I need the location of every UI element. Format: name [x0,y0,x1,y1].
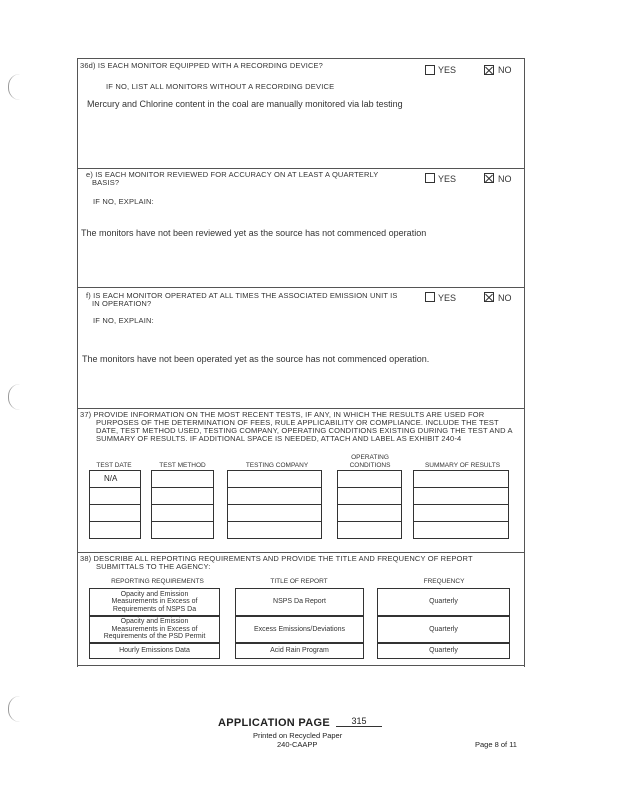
test-method-column[interactable] [151,470,214,539]
qf-question-line1: f) IS EACH MONITOR OPERATED AT ALL TIMES THE ASSOCIATED EMISSION UNIT IS [86,291,398,300]
frequency-cell[interactable]: Quarterly [377,643,510,659]
qe-question-line2: BASIS? [92,178,120,187]
report-title-cell[interactable]: NSPS Da Report [235,588,364,616]
q36d-question: 36d) IS EACH MONITOR EQUIPPED WITH A RECORDING DEVICE? [80,61,324,70]
test-date-cell[interactable] [90,488,140,505]
divider [77,665,524,666]
qe-sub: IF NO, EXPLAIN: [93,197,154,206]
testing-company-cell[interactable] [228,488,321,505]
qf-yes-checkbox[interactable] [425,292,435,302]
operating-conditions-cell[interactable] [338,471,401,488]
report-title-cell[interactable]: Acid Rain Program [235,643,364,659]
qe-no-checkbox[interactable] [484,173,494,183]
testing-company-column[interactable] [227,470,322,539]
requirement-line: Measurements in Excess of [111,625,198,633]
test-method-cell[interactable] [152,522,213,539]
test-method-cell[interactable] [152,488,213,505]
form-id: 240-CAAPP [277,740,318,749]
qe-yes-checkbox[interactable] [425,173,435,183]
reporting-requirement-cell[interactable] [89,616,220,643]
divider [77,552,524,553]
qe-question-line1: e) IS EACH MONITOR REVIEWED FOR ACCURACY ON AT LEAST A QUARTERLY [86,170,379,179]
col-header-reporting-requirements: REPORTING REQUIREMENTS [111,578,204,585]
testing-company-cell[interactable] [228,471,321,488]
q36d-yes-checkbox[interactable] [425,65,435,75]
qe-yes-label: YES [438,174,457,184]
summary-column[interactable] [413,470,509,539]
testing-company-cell[interactable] [228,522,321,539]
page-indicator: Page 8 of 11 [475,740,517,749]
requirement-line: Opacity and Emission [120,590,189,598]
qe-no-label: NO [498,174,512,184]
col-header-title-of-report: TITLE OF REPORT [270,578,328,585]
divider [77,168,524,169]
q37-text-line3: DATE, TEST METHOD USED, TESTING COMPANY, OPERATING CONDITIONS EXISTING DURING THE TEST AND A [96,426,513,435]
report-title-cell[interactable]: Excess Emissions/Deviations [235,616,364,643]
test-date-cell[interactable]: N/A [90,471,140,488]
scan-margin-mark [8,74,21,100]
q36d-no-label: NO [498,65,512,75]
requirement-line: Requirements of the PSD Permit [103,633,206,641]
col-header-test-date: TEST DATE [96,462,132,469]
test-date-cell[interactable] [90,522,140,539]
summary-cell[interactable] [414,505,508,522]
reporting-requirement-cell[interactable]: Hourly Emissions Data [89,643,220,659]
summary-cell[interactable] [414,522,508,539]
requirement-line: Measurements in Excess of [111,598,198,606]
qf-question-line2: IN OPERATION? [92,299,152,308]
application-page-number: 315 [336,716,382,727]
q37-text-line4: SUMMARY OF RESULTS. IF ADDITIONAL SPACE IS NEEDED, ATTACH AND LABEL AS EXHIBIT 240-4 [96,434,462,443]
divider [77,408,524,409]
q36d-no-checkbox[interactable] [484,65,494,75]
q38-text-line2: SUBMITTALS TO THE AGENCY: [96,562,211,571]
frequency-cell[interactable]: Quarterly [377,588,510,616]
scan-margin-mark [8,384,21,410]
operating-conditions-column[interactable] [337,470,402,539]
qf-yes-label: YES [438,293,457,303]
divider [77,287,524,288]
qf-no-label: NO [498,293,512,303]
q37-text-line1: 37) PROVIDE INFORMATION ON THE MOST RECENT TESTS, IF ANY, IN WHICH THE RESULTS ARE USED FOR [80,410,485,419]
q37-text-line2: PURPOSES OF THE DETERMINATION OF FEES, RULE APPLICABILITY OR COMPLIANCE. INCLUDE THE TEST [96,418,499,427]
col-header-operating-conditions-l1: OPERATING [351,454,389,461]
col-header-testing-company: TESTING COMPANY [245,462,309,469]
col-header-frequency: FREQUENCY [423,578,465,585]
test-method-cell[interactable] [152,505,213,522]
test-date-column[interactable] [89,470,141,539]
testing-company-cell[interactable] [228,505,321,522]
qe-answer[interactable]: The monitors have not been reviewed yet as the source has not commenced operation [81,228,427,238]
recycled-paper-note: Printed on Recycled Paper [253,731,343,740]
col-header-summary: SUMMARY OF RESULTS [424,462,501,469]
frequency-cell[interactable]: Quarterly [377,616,510,643]
col-header-test-method: TEST METHOD [159,462,206,469]
application-page-label: APPLICATION PAGE [218,717,330,729]
qf-answer[interactable]: The monitors have not been operated yet as the source has not commenced operation. [82,354,430,364]
col-header-operating-conditions-l2: CONDITIONS [349,462,391,469]
summary-cell[interactable] [414,471,508,488]
q36d-answer[interactable]: Mercury and Chlorine content in the coal are manually monitored via lab testing [87,99,403,109]
qf-sub: IF NO, EXPLAIN: [93,316,154,325]
requirement-line: Requirements of NSPS Da [112,605,197,613]
operating-conditions-cell[interactable] [338,488,401,505]
test-method-cell[interactable] [152,471,213,488]
scan-margin-mark [8,696,21,722]
q36d-yes-label: YES [438,65,457,75]
q36d-sub: IF NO, LIST ALL MONITORS WITHOUT A RECORDING DEVICE [106,82,335,91]
q38-text-line1: 38) DESCRIBE ALL REPORTING REQUIREMENTS AND PROVIDE THE TITLE AND FREQUENCY OF REPORT [80,554,473,563]
operating-conditions-cell[interactable] [338,505,401,522]
qf-no-checkbox[interactable] [484,292,494,302]
reporting-requirement-cell[interactable] [89,588,220,616]
summary-cell[interactable] [414,488,508,505]
operating-conditions-cell[interactable] [338,522,401,539]
requirement-line: Opacity and Emission [120,618,189,626]
test-date-cell[interactable] [90,505,140,522]
